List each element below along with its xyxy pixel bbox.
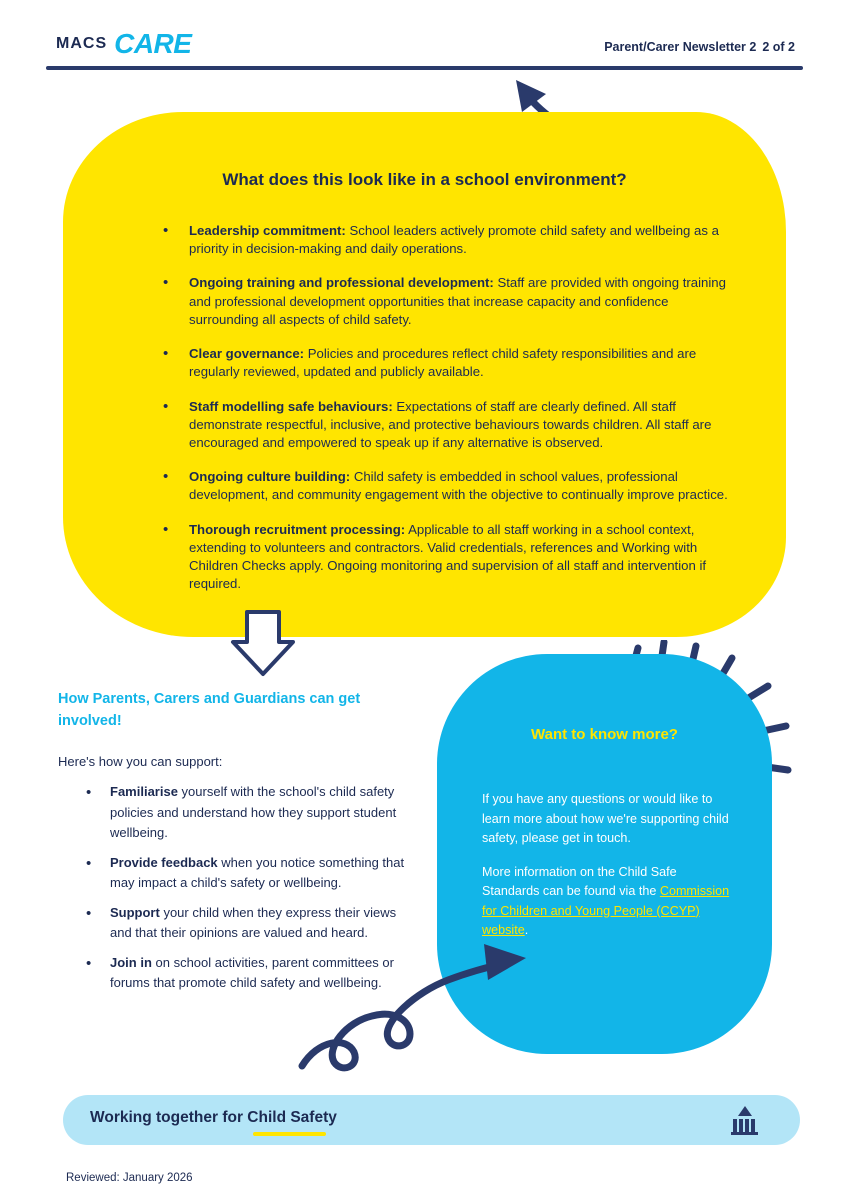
bullet-lead: Ongoing training and professional development: xyxy=(189,275,494,291)
list-item xyxy=(151,345,731,381)
list-item xyxy=(151,222,731,258)
list-item xyxy=(151,521,731,594)
item-text: on school activities, parent committees or forums that promote child safety and wellbeing. xyxy=(110,954,394,991)
macs-care-logo xyxy=(56,30,191,58)
bullet-text: Child safety is embedded in school values, professional development, and community engagement with the objective to continually improve practice. xyxy=(189,469,728,503)
header-divider xyxy=(46,66,803,70)
macs-emblem-icon xyxy=(728,1105,762,1135)
bullet-lead: Staff modelling safe behaviours: xyxy=(189,398,393,414)
blue-paragraph-2-suffix: . xyxy=(524,923,529,938)
bullet-text: Staff are provided with ongoing training and professional development opportunities that increase capacity and confidence surrounding all aspects of child safety. xyxy=(189,275,726,327)
bullet-lead: Clear governance: xyxy=(189,346,305,362)
newsletter-title: Parent/Carer Newsletter 2 xyxy=(604,40,757,54)
blue-section-body xyxy=(482,790,730,955)
logo-macs-text: MACS xyxy=(56,35,108,52)
logo-care-text: CARE xyxy=(114,28,192,59)
bullet-lead: Leadership commitment: xyxy=(189,223,346,238)
yellow-bullet-list xyxy=(151,222,731,610)
bullet-lead: Ongoing culture building: xyxy=(189,469,351,485)
footer-banner-text: Working together for Child Safety xyxy=(90,1109,337,1126)
list-item xyxy=(58,853,420,894)
item-text: yourself with the school's child safety policies and understand how they support student wellbeing. xyxy=(110,784,397,841)
bullet-text: Applicable to all staff working in a school context, extending to volunteers and contractors. Valid credentials, references and Working with Children Checks apply. Ongoing monitoring and supervision of all staff and intervention if required. xyxy=(189,521,707,592)
bullet-lead: Thorough recruitment processing: xyxy=(189,521,406,537)
header-title-block xyxy=(604,40,795,54)
parents-involvement-intro: Here's how you can support: xyxy=(58,754,223,769)
item-text: when you notice something that may impact a child's safety or wellbeing. xyxy=(110,854,405,891)
footer-banner xyxy=(63,1095,800,1145)
blue-paragraph-2-prefix: More information on the Child Safe Standards can be found via the xyxy=(482,864,677,899)
item-lead: Support xyxy=(110,904,160,920)
bullet-text: Expectations of staff are clearly defined. All staff demonstrate respectful, inclusive, and protective behaviours towards children. All staff are encouraged and empowered to speak up if any alternative is observed. xyxy=(189,398,712,450)
page-header xyxy=(46,24,803,68)
parents-involvement-heading: How Parents, Carers and Guardians can get involved! xyxy=(58,691,361,730)
bullet-text: School leaders actively promote child safety and wellbeing as a priority in decision-making and daily operations. xyxy=(189,223,719,257)
list-item xyxy=(151,468,731,504)
bullet-text: Policies and procedures reflect child safety responsibilities and are regularly reviewed, updated and publicly available. xyxy=(189,346,697,380)
yellow-section-title: What does this look like in a school environment? xyxy=(222,170,627,189)
down-arrow-icon xyxy=(225,608,301,678)
reviewed-date: Reviewed: January 2026 xyxy=(66,1172,193,1184)
page-indicator: 2 of 2 xyxy=(762,40,795,54)
item-text: your child when they express their views and that their opinions are valued and heard. xyxy=(110,904,397,941)
list-item xyxy=(151,398,731,453)
yellow-content-panel xyxy=(63,112,786,637)
list-item xyxy=(58,903,420,944)
list-item xyxy=(151,274,731,329)
blue-paragraph-2 xyxy=(482,863,730,941)
loop-arrow-icon xyxy=(288,940,538,1075)
blue-section-title: Want to know more? xyxy=(531,726,678,743)
item-lead: Familiarise xyxy=(110,784,178,799)
ccyp-website-link[interactable]: Commission for Children and Young People (CCYP) website xyxy=(482,884,730,938)
list-item xyxy=(58,782,420,844)
item-lead: Join in xyxy=(110,954,152,970)
footer-highlight-underline xyxy=(253,1132,326,1136)
blue-paragraph-1: If you have any questions or would like to learn more about how we're supporting child safety, please get in touch. xyxy=(482,792,729,846)
item-lead: Provide feedback xyxy=(110,854,218,870)
